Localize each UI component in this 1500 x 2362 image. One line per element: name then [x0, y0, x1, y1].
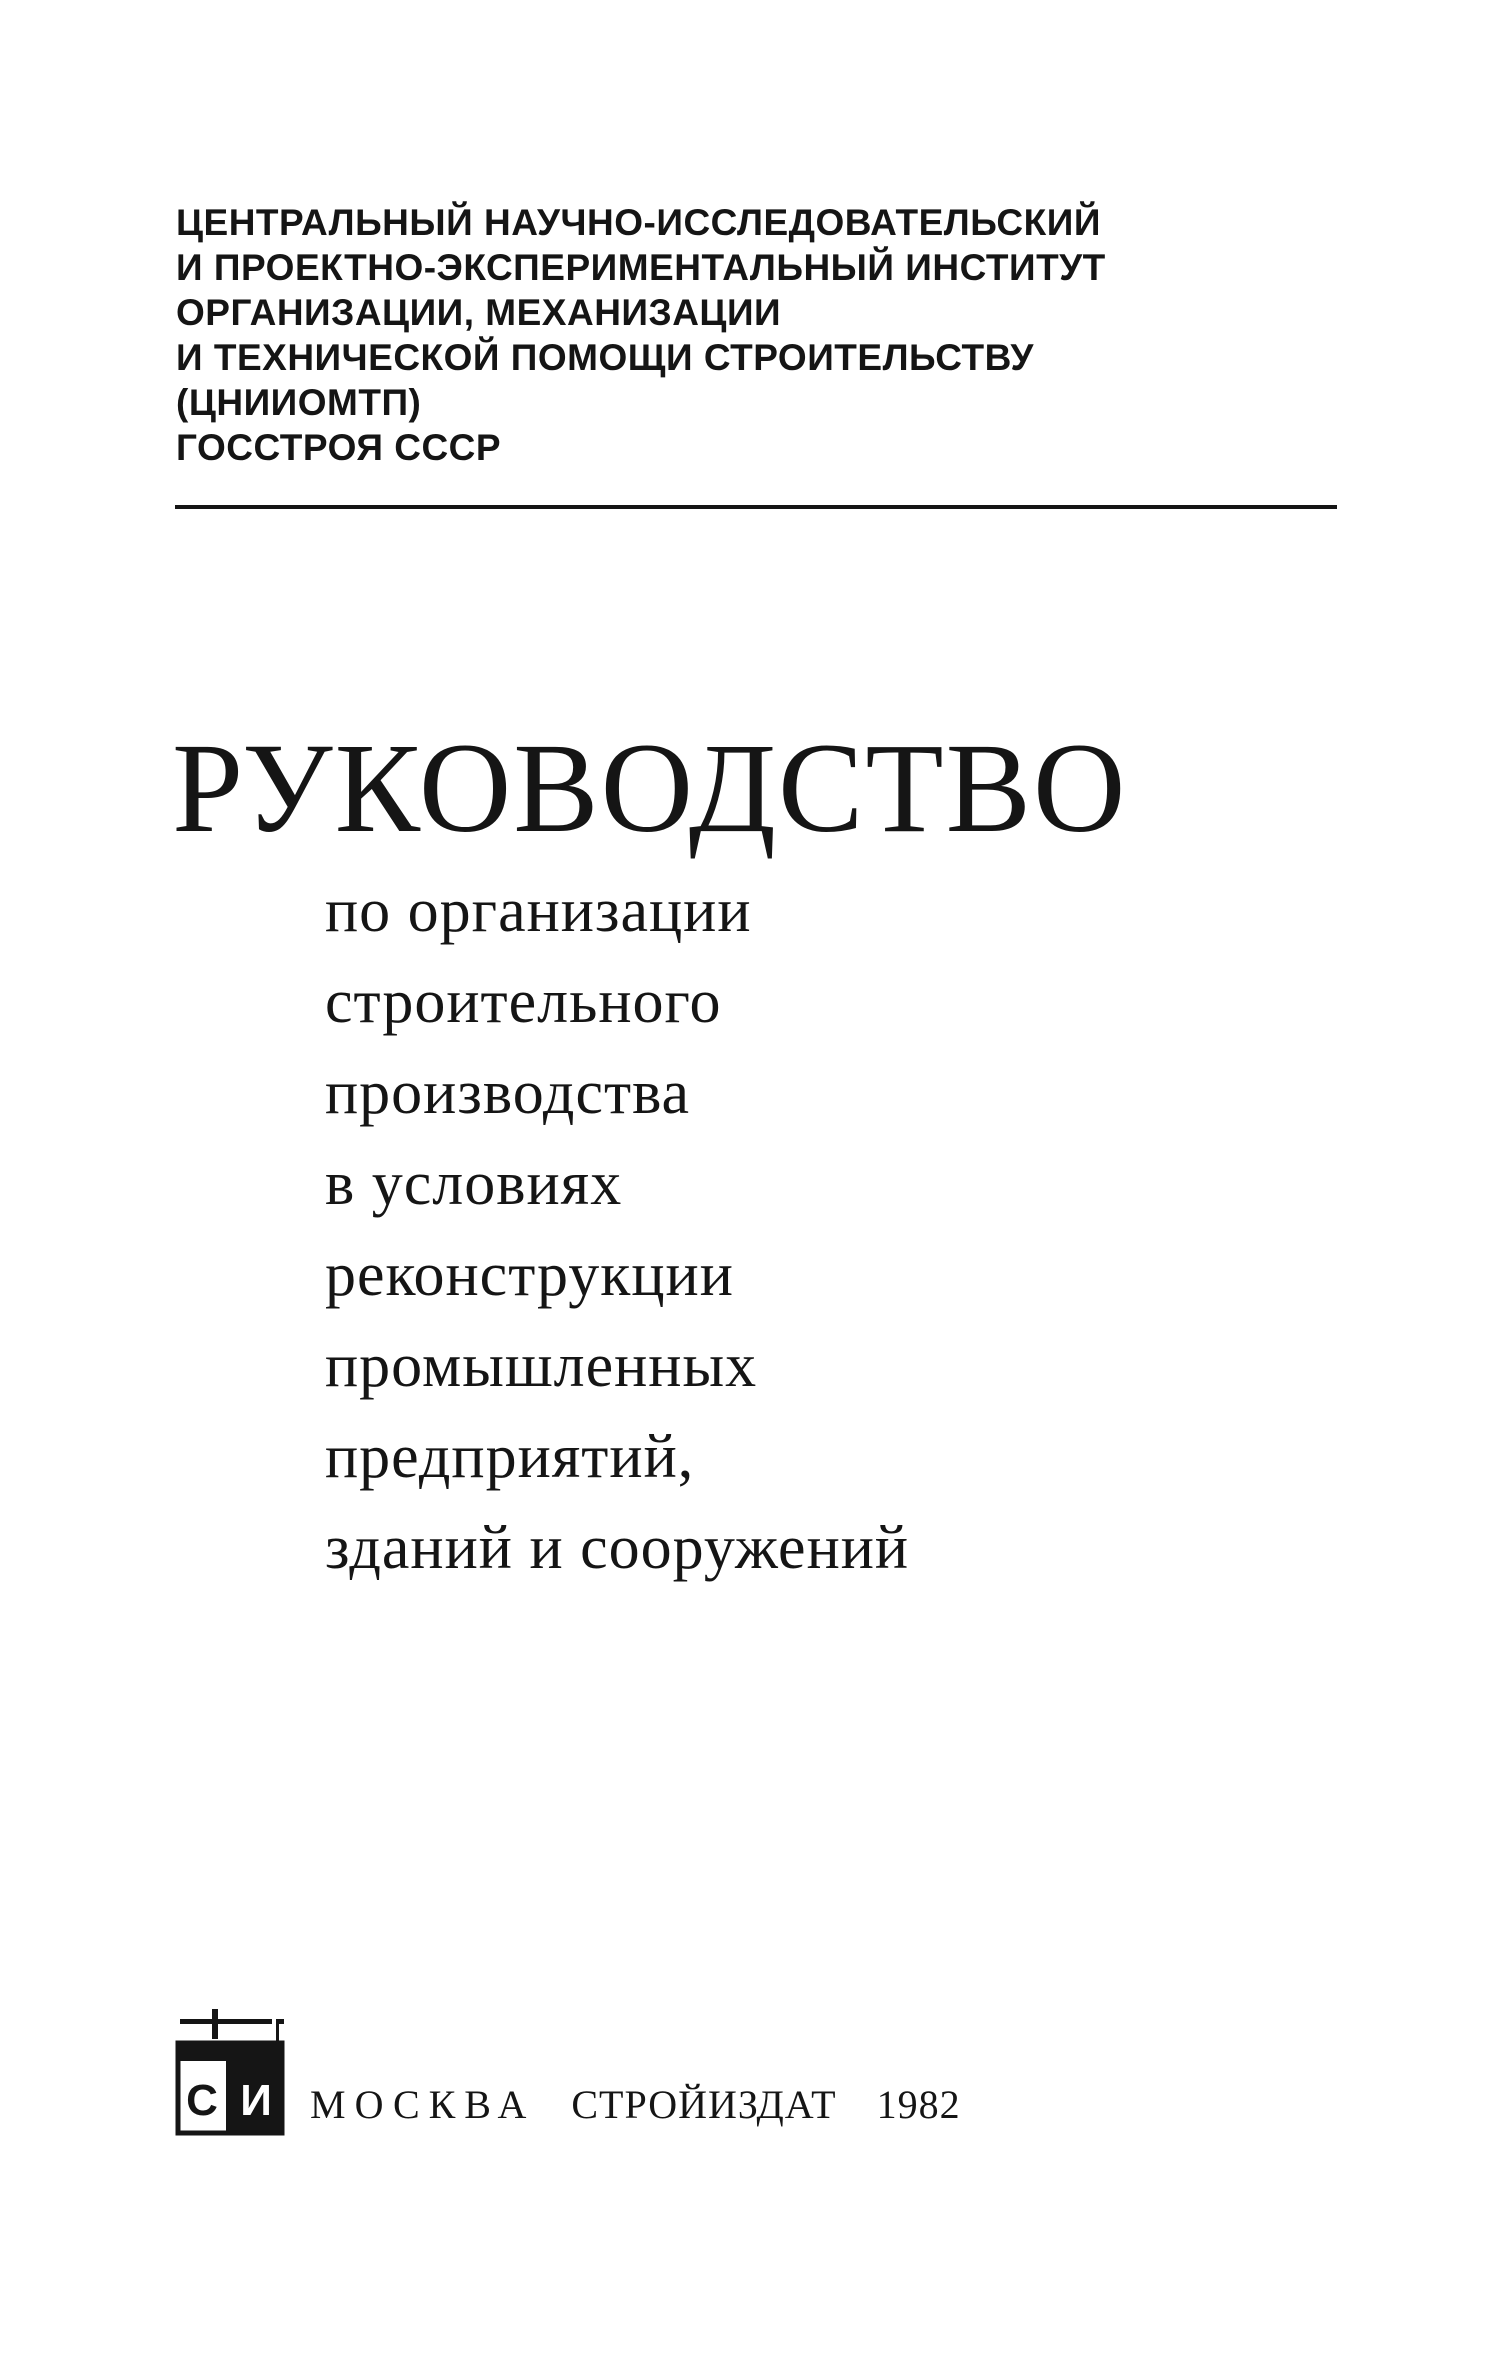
book-title: РУКОВОДСТВО — [172, 717, 1128, 859]
subtitle-line: строительного — [325, 968, 722, 1036]
imprint-year: 1982 — [876, 2082, 961, 2127]
institute-line: И ТЕХНИЧЕСКОЙ ПОМОЩИ СТРОИТЕЛЬСТВУ — [176, 337, 1034, 378]
subtitle-line: промышленных — [325, 1332, 758, 1400]
logo-letter-i: И — [240, 2076, 272, 2125]
subtitle-line: по организации — [325, 877, 752, 945]
institute-line: ЦЕНТРАЛЬНЫЙ НАУЧНО-ИССЛЕДОВАТЕЛЬСКИЙ — [176, 202, 1101, 243]
publisher-logo-icon — [172, 2005, 302, 2137]
institute-line: ГОССТРОЯ СССР — [176, 427, 502, 468]
imprint-line — [310, 2080, 961, 2130]
horizontal-rule — [175, 505, 1337, 509]
institute-header — [176, 200, 1346, 470]
logo-letter-s: С — [186, 2076, 218, 2125]
subtitle-line: реконструкции — [325, 1241, 734, 1309]
institute-line: ОРГАНИЗАЦИИ, МЕХАНИЗАЦИИ — [176, 292, 782, 333]
imprint-publisher: СТРОЙИЗДАТ — [571, 2082, 837, 2127]
subtitle-line: предприятий, — [325, 1423, 695, 1491]
imprint-city: МОСКВА — [310, 2082, 536, 2127]
subtitle-line: зданий и сооружений — [325, 1514, 910, 1582]
subtitle-line: в условиях — [325, 1150, 623, 1218]
institute-line: И ПРОЕКТНО-ЭКСПЕРИМЕНТАЛЬНЫЙ ИНСТИТУТ — [176, 247, 1106, 288]
book-subtitle — [325, 866, 909, 1594]
institute-line: (ЦНИИОМТП) — [176, 382, 422, 423]
subtitle-line: производства — [325, 1059, 691, 1127]
